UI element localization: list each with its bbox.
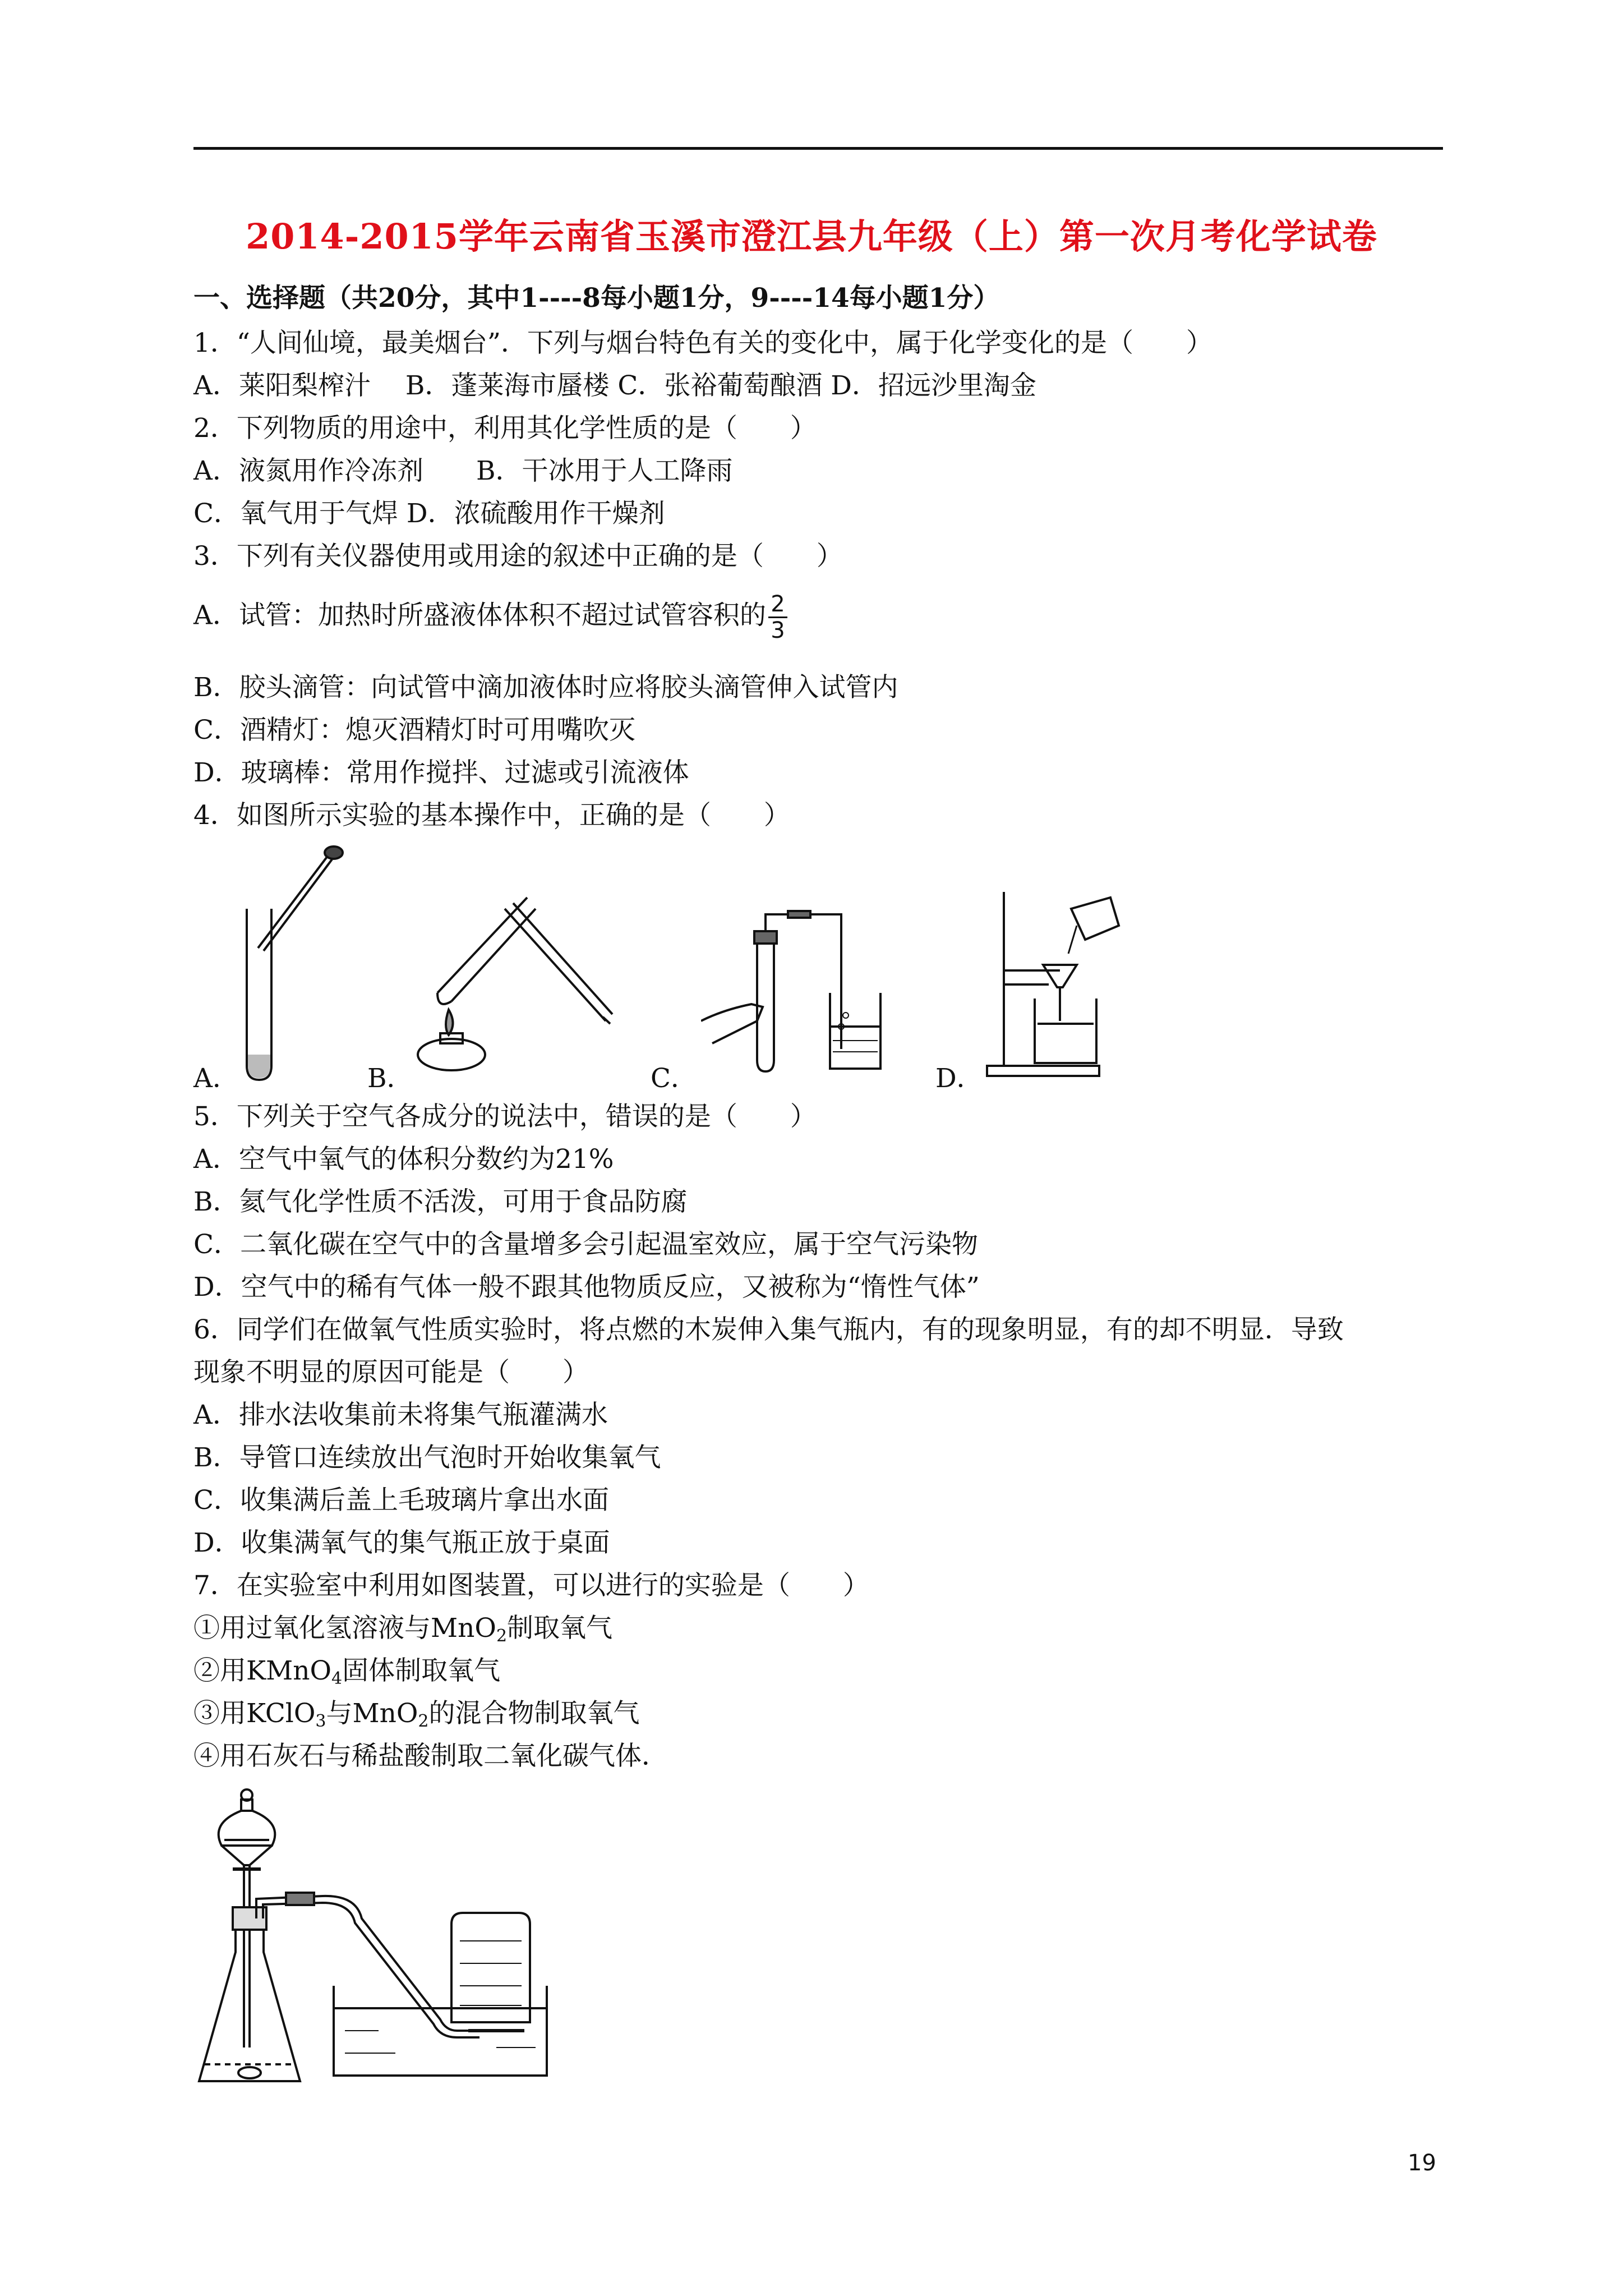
- question-3-option-c: C．酒精灯：熄灭酒精灯时可用嘴吹灭: [193, 715, 635, 746]
- page-number: 19: [1408, 2150, 1436, 2176]
- question-5-option-b: B．氦气化学性质不活泼，可用于食品防腐: [193, 1186, 688, 1217]
- question-7-item-1: ①用过氧化氢溶液与MnO$_2$制取氧气: [193, 1613, 613, 1646]
- question-3-option-b: B．胶头滴管：向试管中滴加液体时应将胶头滴管伸入试管内: [193, 672, 898, 703]
- question-3-option-a: [193, 592, 787, 643]
- question-6-option-b: B．导管口连续放出气泡时开始收集氧气: [193, 1442, 661, 1473]
- question-2-options-line1: A．液氮用作冷冻剂 B．干冰用于人工降雨: [193, 455, 733, 486]
- question-2-options-line2: C．氧气用于气焊 D．浓硫酸用作干燥剂: [193, 498, 665, 529]
- question-6-option-c: C．收集满后盖上毛玻璃片拿出水面: [193, 1485, 609, 1516]
- airtightness-check-figure: [701, 909, 886, 1077]
- question-7-item-4: ④用石灰石与稀盐酸制取二氧化碳气体．: [193, 1741, 668, 1772]
- question-5-stem: 5．下列关于空气各成分的说法中，错误的是（ ）: [193, 1101, 817, 1132]
- question-7-stem: 7．在实验室中利用如图装置，可以进行的实验是（ ）: [193, 1570, 869, 1601]
- question-2-stem: 2．下列物质的用途中，利用其化学性质的是（ ）: [193, 413, 817, 444]
- page-title: 2014-2015学年云南省玉溪市澄江县九年级（上）第一次月考化学试卷: [246, 216, 1377, 257]
- question-3-option-d: D．玻璃棒：常用作搅拌、过滤或引流液体: [193, 757, 689, 788]
- question-1-options: A．莱阳梨榨汁 B．蓬莱海市蜃楼 C．张裕葡萄酿酒 D．招远沙里淘金: [193, 370, 1036, 401]
- question-1-stem: 1．“人间仙境，最美烟台”．下列与烟台特色有关的变化中，属于化学变化的是（ ）: [193, 328, 1212, 358]
- fraction-two-thirds: [768, 592, 787, 643]
- filtration-figure: [981, 886, 1127, 1080]
- option-a-text: A．试管：加热时所盛液体体积不超过试管容积的: [193, 600, 766, 631]
- question-3-stem: 3．下列有关仪器使用或用途的叙述中正确的是（ ）: [193, 541, 843, 572]
- question-6-option-a: A．排水法收集前未将集气瓶灌满水: [193, 1400, 608, 1430]
- fraction-numerator: 2: [771, 591, 785, 617]
- question-4-stem: 4．如图所示实验的基本操作中，正确的是（ ）: [193, 800, 790, 831]
- question-5-option-a: A．空气中氧气的体积分数约为21%: [193, 1144, 614, 1175]
- fraction-denominator: 3: [771, 618, 785, 643]
- dropper-test-tube-figure: [224, 841, 359, 1083]
- section-heading: 一、选择题（共20分，其中1----8每小题1分，9----14每小题1分）: [193, 283, 1000, 314]
- figure-d-label: D．: [935, 1063, 983, 1094]
- figure-a-label: A．: [193, 1063, 239, 1094]
- question-6-stem-line2: 现象不明显的原因可能是（ ）: [193, 1357, 589, 1388]
- question-7-item-3: ③用KClO$_3$与MnO$_2$的混合物制取氧气: [193, 1698, 640, 1731]
- header-rule: [193, 147, 1443, 150]
- question-7-item-2: ②用KMnO$_4$固体制取氧气: [193, 1655, 501, 1688]
- figure-b-label: B．: [367, 1063, 413, 1094]
- question-5-option-d: D．空气中的稀有气体一般不跟其他物质反应，又被称为“惰性气体”: [193, 1272, 980, 1303]
- heating-test-tube-figure: [415, 886, 617, 1077]
- question-6-option-d: D．收集满氧气的集气瓶正放于桌面: [193, 1527, 610, 1558]
- figure-c-label: C．: [651, 1063, 697, 1094]
- question-6-stem-line1: 6．同学们在做氧气性质实验时，将点燃的木炭伸入集气瓶内，有的现象明显，有的却不明显．导致: [193, 1314, 1344, 1345]
- question-5-option-c: C．二氧化碳在空气中的含量增多会引起温室效应，属于空气污染物: [193, 1229, 978, 1260]
- gas-generation-apparatus-figure: [193, 1784, 552, 2098]
